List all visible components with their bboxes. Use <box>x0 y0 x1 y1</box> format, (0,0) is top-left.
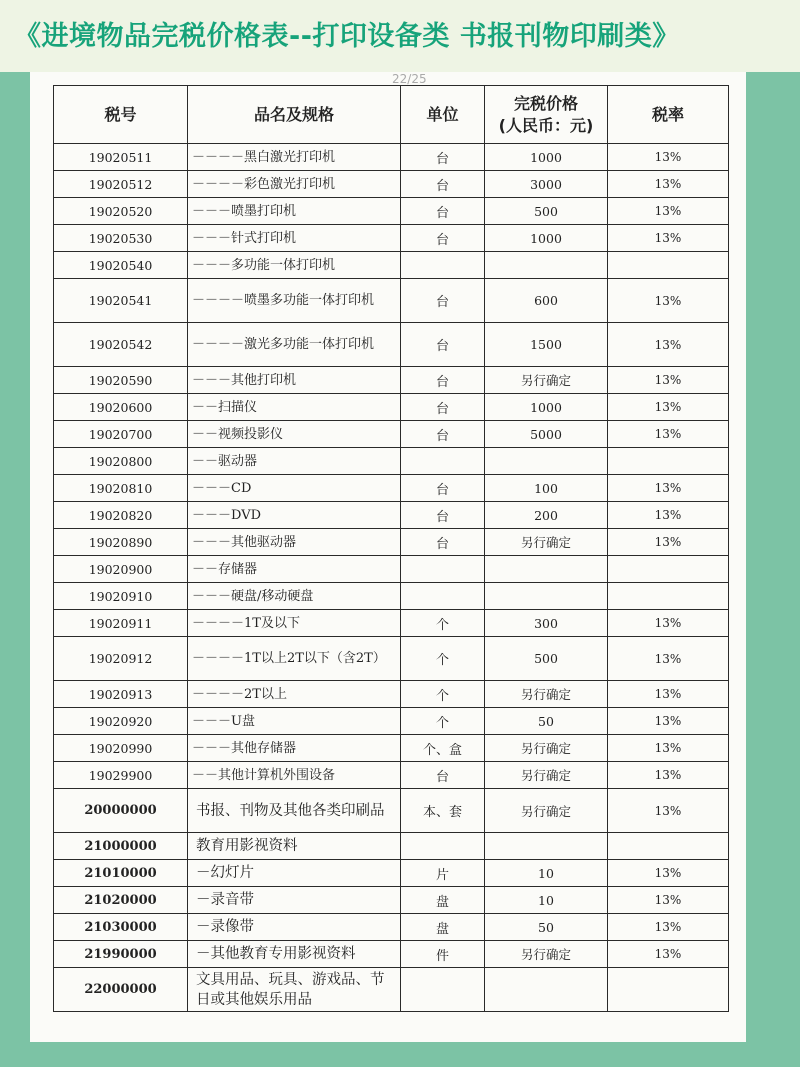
tax-rate-cell: 13% <box>608 279 729 323</box>
table-row <box>54 968 729 1012</box>
tax-rate-cell: 13% <box>608 681 729 708</box>
tax-rate-cell: 13% <box>608 610 729 637</box>
price-cell: 另行确定 <box>485 529 608 556</box>
document-page <box>30 72 746 1042</box>
table-row <box>54 708 729 735</box>
unit-cell: 盘 <box>401 887 485 914</box>
tax-code-cell: 22000000 <box>54 968 188 1012</box>
tax-code-cell: 19020911 <box>54 610 188 637</box>
unit-cell: 个 <box>401 708 485 735</box>
table-row <box>54 860 729 887</box>
unit-cell <box>401 833 485 860</box>
price-cell: 另行确定 <box>485 762 608 789</box>
header-name: 品名及规格 <box>188 86 401 144</box>
tax-rate-cell: 13% <box>608 144 729 171</box>
price-cell: 500 <box>485 637 608 681</box>
table-row <box>54 681 729 708</box>
tax-code-cell: 19020910 <box>54 583 188 610</box>
unit-cell: 个 <box>401 637 485 681</box>
item-name-cell: －－－－2T以上 <box>188 681 401 708</box>
table-row <box>54 914 729 941</box>
tax-code-cell: 19020890 <box>54 529 188 556</box>
item-name-cell: －－－－喷墨多功能一体打印机 <box>188 279 401 323</box>
item-name-cell: －－－－1T及以下 <box>188 610 401 637</box>
item-name-cell: －－－针式打印机 <box>188 225 401 252</box>
item-name-cell: －－驱动器 <box>188 448 401 475</box>
page-number: 22/25 <box>392 72 427 86</box>
tax-rate-cell <box>608 448 729 475</box>
item-name-cell: －－－－彩色激光打印机 <box>188 171 401 198</box>
table-row <box>54 637 729 681</box>
tax-code-cell: 19020810 <box>54 475 188 502</box>
price-cell <box>485 583 608 610</box>
table-row <box>54 833 729 860</box>
table-row <box>54 475 729 502</box>
item-name-cell: 书报、刊物及其他各类印刷品 <box>188 789 401 833</box>
table-row <box>54 421 729 448</box>
unit-cell: 个 <box>401 610 485 637</box>
item-name-cell: －－存储器 <box>188 556 401 583</box>
header-unit: 单位 <box>401 86 485 144</box>
unit-cell: 个、盒 <box>401 735 485 762</box>
tax-code-cell: 19020900 <box>54 556 188 583</box>
tax-rate-cell: 13% <box>608 529 729 556</box>
tax-rate-cell <box>608 833 729 860</box>
table-row <box>54 198 729 225</box>
price-cell: 5000 <box>485 421 608 448</box>
price-cell: 1000 <box>485 144 608 171</box>
table-row <box>54 394 729 421</box>
table-row <box>54 583 729 610</box>
table-row <box>54 941 729 968</box>
tax-rate-cell: 13% <box>608 887 729 914</box>
table-row <box>54 323 729 367</box>
table-row <box>54 502 729 529</box>
unit-cell: 台 <box>401 279 485 323</box>
price-cell: 10 <box>485 860 608 887</box>
tax-rate-cell: 13% <box>608 708 729 735</box>
unit-cell: 台 <box>401 502 485 529</box>
price-cell: 1500 <box>485 323 608 367</box>
tax-code-cell: 19020511 <box>54 144 188 171</box>
tax-code-cell: 19020800 <box>54 448 188 475</box>
unit-cell: 台 <box>401 367 485 394</box>
page-title: 《进境物品完税价格表--打印设备类 书报刊物印刷类》 <box>14 21 680 52</box>
unit-cell: 个 <box>401 681 485 708</box>
item-name-cell: －－扫描仪 <box>188 394 401 421</box>
tax-rate-cell: 13% <box>608 860 729 887</box>
item-name-cell: －－－其他存储器 <box>188 735 401 762</box>
tax-code-cell: 21020000 <box>54 887 188 914</box>
price-cell: 3000 <box>485 171 608 198</box>
table-row <box>54 367 729 394</box>
item-name-cell: －－－DVD <box>188 502 401 529</box>
tax-rate-cell: 13% <box>608 914 729 941</box>
tax-rate-cell <box>608 556 729 583</box>
table-row <box>54 448 729 475</box>
tax-rate-cell <box>608 252 729 279</box>
price-cell: 50 <box>485 708 608 735</box>
tax-rate-cell: 13% <box>608 502 729 529</box>
item-name-cell: －－－其他驱动器 <box>188 529 401 556</box>
tax-code-cell: 19020913 <box>54 681 188 708</box>
tax-code-cell: 19020520 <box>54 198 188 225</box>
tax-code-cell: 19020512 <box>54 171 188 198</box>
price-cell: 另行确定 <box>485 941 608 968</box>
tax-rate-cell: 13% <box>608 762 729 789</box>
price-cell: 50 <box>485 914 608 941</box>
price-cell: 500 <box>485 198 608 225</box>
tax-price-table <box>53 85 729 1012</box>
tax-code-cell: 21990000 <box>54 941 188 968</box>
price-cell <box>485 833 608 860</box>
item-name-cell: －幻灯片 <box>188 860 401 887</box>
item-name-cell: －－－－黑白激光打印机 <box>188 144 401 171</box>
tax-code-cell: 19020990 <box>54 735 188 762</box>
header-price: 完税价格 (人民币：元) <box>485 86 608 144</box>
tax-code-cell: 19020920 <box>54 708 188 735</box>
price-cell <box>485 448 608 475</box>
item-name-cell: －－－CD <box>188 475 401 502</box>
tax-rate-cell: 13% <box>608 475 729 502</box>
tax-rate-cell <box>608 968 729 1012</box>
price-cell: 100 <box>485 475 608 502</box>
item-name-cell: －－－－激光多功能一体打印机 <box>188 323 401 367</box>
unit-cell: 件 <box>401 941 485 968</box>
unit-cell: 台 <box>401 323 485 367</box>
price-cell: 1000 <box>485 394 608 421</box>
tax-code-cell: 21030000 <box>54 914 188 941</box>
tax-code-cell: 19020590 <box>54 367 188 394</box>
table-row <box>54 789 729 833</box>
unit-cell: 台 <box>401 144 485 171</box>
tax-rate-cell: 13% <box>608 394 729 421</box>
item-name-cell: －－－多功能一体打印机 <box>188 252 401 279</box>
unit-cell: 台 <box>401 762 485 789</box>
table-row <box>54 610 729 637</box>
price-cell: 另行确定 <box>485 681 608 708</box>
tax-code-cell: 19020700 <box>54 421 188 448</box>
table-row <box>54 171 729 198</box>
item-name-cell: －－其他计算机外围设备 <box>188 762 401 789</box>
tax-rate-cell <box>608 583 729 610</box>
table-row <box>54 529 729 556</box>
item-name-cell: －－－－1T以上2T以下（含2T） <box>188 637 401 681</box>
tax-code-cell: 19020600 <box>54 394 188 421</box>
item-name-cell: －录像带 <box>188 914 401 941</box>
item-name-cell: －其他教育专用影视资料 <box>188 941 401 968</box>
table-row <box>54 762 729 789</box>
table-header-row <box>54 86 729 144</box>
item-name-cell: －－－喷墨打印机 <box>188 198 401 225</box>
unit-cell: 台 <box>401 171 485 198</box>
unit-cell: 盘 <box>401 914 485 941</box>
price-cell <box>485 968 608 1012</box>
item-name-cell: －－视频投影仪 <box>188 421 401 448</box>
tax-rate-cell: 13% <box>608 941 729 968</box>
price-cell: 600 <box>485 279 608 323</box>
price-cell: 另行确定 <box>485 367 608 394</box>
tax-code-cell: 19029900 <box>54 762 188 789</box>
header-code: 税号 <box>54 86 188 144</box>
tax-code-cell: 21010000 <box>54 860 188 887</box>
tax-rate-cell: 13% <box>608 225 729 252</box>
item-name-cell: －录音带 <box>188 887 401 914</box>
tax-rate-cell: 13% <box>608 171 729 198</box>
tax-rate-cell: 13% <box>608 323 729 367</box>
tax-code-cell: 19020541 <box>54 279 188 323</box>
unit-cell: 台 <box>401 394 485 421</box>
table-row <box>54 735 729 762</box>
tax-rate-cell: 13% <box>608 367 729 394</box>
header-rate: 税率 <box>608 86 729 144</box>
item-name-cell: 教育用影视资料 <box>188 833 401 860</box>
unit-cell: 台 <box>401 421 485 448</box>
price-cell: 200 <box>485 502 608 529</box>
tax-code-cell: 19020542 <box>54 323 188 367</box>
price-cell: 300 <box>485 610 608 637</box>
item-name-cell: －－－硬盘/移动硬盘 <box>188 583 401 610</box>
tax-rate-cell: 13% <box>608 421 729 448</box>
tax-code-cell: 19020912 <box>54 637 188 681</box>
unit-cell <box>401 448 485 475</box>
tax-rate-cell: 13% <box>608 789 729 833</box>
price-cell: 10 <box>485 887 608 914</box>
tax-code-cell: 19020540 <box>54 252 188 279</box>
tax-code-cell: 21000000 <box>54 833 188 860</box>
unit-cell <box>401 556 485 583</box>
tax-code-cell: 19020530 <box>54 225 188 252</box>
table-row <box>54 144 729 171</box>
item-name-cell: －－－其他打印机 <box>188 367 401 394</box>
table-row <box>54 887 729 914</box>
table-row <box>54 279 729 323</box>
item-name-cell: 文具用品、玩具、游戏品、节日或其他娱乐用品 <box>188 968 401 1012</box>
unit-cell: 本、套 <box>401 789 485 833</box>
unit-cell: 台 <box>401 529 485 556</box>
tax-code-cell: 19020820 <box>54 502 188 529</box>
unit-cell <box>401 252 485 279</box>
table-row <box>54 225 729 252</box>
tax-rate-cell: 13% <box>608 637 729 681</box>
tax-code-cell: 20000000 <box>54 789 188 833</box>
tax-rate-cell: 13% <box>608 735 729 762</box>
title-banner <box>0 0 800 72</box>
unit-cell: 片 <box>401 860 485 887</box>
price-cell: 另行确定 <box>485 735 608 762</box>
price-cell <box>485 252 608 279</box>
unit-cell: 台 <box>401 225 485 252</box>
price-cell: 1000 <box>485 225 608 252</box>
unit-cell <box>401 583 485 610</box>
unit-cell: 台 <box>401 198 485 225</box>
unit-cell: 台 <box>401 475 485 502</box>
unit-cell <box>401 968 485 1012</box>
tax-rate-cell: 13% <box>608 198 729 225</box>
price-cell <box>485 556 608 583</box>
table-row <box>54 252 729 279</box>
table-row <box>54 556 729 583</box>
item-name-cell: －－－U盘 <box>188 708 401 735</box>
price-cell: 另行确定 <box>485 789 608 833</box>
